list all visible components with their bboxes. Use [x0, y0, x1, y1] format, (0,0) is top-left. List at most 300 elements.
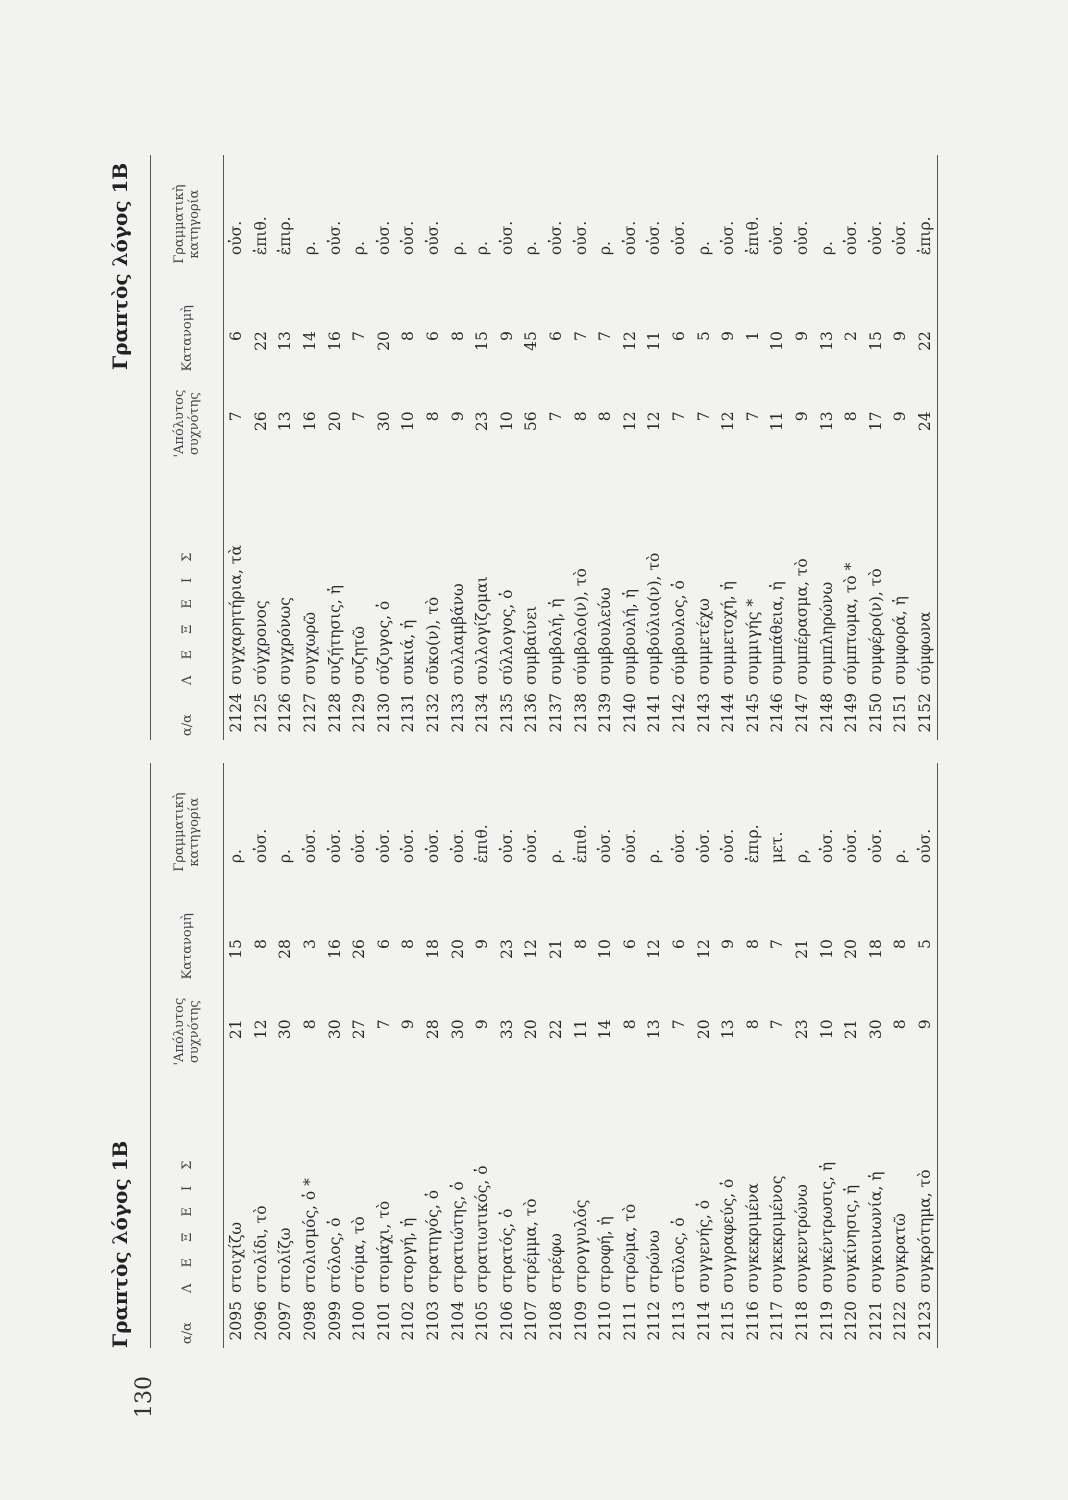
cell-frequency: 8	[743, 1019, 762, 1030]
column-header-frequency	[151, 383, 224, 463]
cell-aa: 2126	[276, 693, 295, 733]
cell-distribution: 16	[325, 331, 344, 351]
cell-category: ἐπιρ.	[913, 155, 938, 293]
cell-frequency: 8	[842, 411, 861, 422]
cell-aa: 2151	[891, 693, 910, 733]
table-row	[249, 155, 274, 740]
cell-aa: 2108	[547, 1301, 566, 1341]
table-row	[224, 763, 249, 1348]
cell-word: συλλαμβάνω	[448, 583, 467, 686]
cell-distribution: 12	[645, 939, 664, 959]
cell-frequency: 10	[497, 411, 516, 432]
cell-distribution: 20	[842, 939, 861, 959]
cell-frequency: 30	[374, 411, 393, 432]
cell-frequency: 9	[891, 411, 910, 422]
cell-distribution: 13	[817, 331, 836, 351]
table-row	[224, 155, 249, 740]
cell-aa: 2114	[694, 1301, 713, 1341]
cell-word: συγχαρητήρια, τὰ	[227, 545, 246, 686]
cell-word: συμφέρο(ν), τὸ	[866, 568, 885, 686]
cell-distribution: 9	[719, 331, 738, 341]
cell-distribution: 45	[522, 331, 541, 351]
cell-frequency: 7	[669, 1019, 688, 1030]
cell-word: στοργή, ἡ	[399, 1217, 418, 1294]
column-header-category-line1: Γραμματικὴ	[172, 792, 187, 872]
cell-distribution: 16	[325, 939, 344, 959]
cell-aa: 2099	[325, 1301, 344, 1341]
cell-category: οὐσ.	[399, 220, 418, 256]
cell-distribution: 21	[792, 939, 811, 959]
cell-distribution: 3	[301, 939, 320, 949]
column-header-category-line2: κατηγορία	[187, 189, 202, 259]
cell-word: στρατός, ὁ	[497, 1208, 516, 1294]
cell-category: οὐσ.	[645, 220, 664, 256]
column-header-aa: α/α	[151, 1297, 224, 1348]
cell-aa: 2120	[842, 1301, 861, 1341]
cell-distribution: 6	[424, 331, 443, 341]
table-row	[618, 155, 643, 740]
cell-aa: 2136	[522, 693, 541, 733]
column-header-frequency-line1: 'Απόλυτος	[172, 389, 187, 458]
table-row	[839, 763, 864, 1348]
cell-frequency: 21	[842, 1019, 861, 1040]
cell-aa: 2152	[913, 689, 938, 740]
cell-word: συμπάθεια, ἡ	[768, 581, 787, 686]
table-row	[249, 763, 274, 1348]
cell-distribution: 6	[227, 331, 246, 341]
cell-category: οὐσ.	[817, 828, 836, 864]
cell-distribution: 13	[276, 331, 295, 351]
cell-distribution: 9	[473, 939, 492, 949]
cell-word: σύλλογος, ὁ	[497, 589, 516, 686]
cell-distribution: 12	[522, 939, 541, 959]
cell-category: μετ.	[768, 831, 787, 864]
cell-distribution: 9	[719, 939, 738, 949]
cell-distribution: 6	[374, 939, 393, 949]
cell-distribution: 9	[497, 331, 516, 341]
cell-frequency: 8	[891, 1019, 910, 1030]
cell-word: συγκεκριμένος	[768, 1175, 787, 1294]
cell-category: ἐπιρ.	[743, 824, 762, 864]
cell-category: οὐσ.	[350, 828, 369, 864]
cell-frequency: 12	[251, 1019, 270, 1040]
cell-distribution: 8	[399, 331, 418, 341]
cell-aa: 2128	[325, 693, 344, 733]
word-table-left	[150, 763, 938, 1348]
cell-frequency: 7	[669, 411, 688, 422]
cell-word: στῦλος, ὁ	[669, 1217, 688, 1294]
cell-category: οὐσ.	[620, 220, 639, 256]
table-row	[298, 155, 323, 740]
table-row	[519, 155, 544, 740]
cell-distribution: 15	[866, 331, 885, 351]
cell-aa: 2147	[792, 693, 811, 733]
cell-distribution: 21	[547, 939, 566, 959]
cell-word: στόμα, τὸ	[350, 1216, 369, 1294]
cell-distribution: 7	[571, 331, 590, 341]
cell-category: ρ,	[792, 849, 811, 864]
cell-distribution: 18	[424, 939, 443, 959]
cell-word: στροφή, ἡ	[596, 1216, 615, 1294]
cell-aa: 2129	[350, 693, 369, 733]
cell-distribution: 7	[596, 331, 615, 341]
cell-frequency: 30	[276, 1019, 295, 1040]
table-row	[421, 155, 446, 740]
cell-distribution: 22	[251, 331, 270, 351]
cell-frequency: 14	[596, 1019, 615, 1040]
table-row	[913, 155, 938, 740]
cell-frequency: 8	[301, 1019, 320, 1030]
cell-distribution: 10	[817, 939, 836, 959]
cell-category: οὐσ.	[251, 828, 270, 864]
cell-distribution: 9	[891, 331, 910, 341]
cell-category: οὐσ.	[325, 220, 344, 256]
cell-category: ἐπιθ.	[251, 216, 270, 256]
cell-frequency: 7	[768, 1019, 787, 1030]
table-row	[544, 763, 569, 1348]
table-header-row	[151, 763, 224, 1348]
cell-category: οὐσ.	[842, 220, 861, 256]
cell-frequency: 10	[399, 411, 418, 432]
cell-frequency: 8	[424, 411, 443, 422]
table-row	[495, 155, 520, 740]
column-header-category	[151, 763, 224, 901]
cell-aa: 2143	[694, 693, 713, 733]
column-header-distribution: Κατανομὴ	[151, 293, 224, 383]
cell-category: οὐσ.	[571, 220, 590, 256]
cell-frequency: 17	[866, 411, 885, 432]
column-header-aa: α/α	[151, 689, 224, 740]
cell-frequency: 20	[325, 411, 344, 432]
cell-aa: 2150	[866, 693, 885, 733]
table-row	[347, 763, 372, 1348]
cell-frequency: 30	[448, 1019, 467, 1040]
cell-frequency: 22	[547, 1019, 566, 1040]
cell-frequency: 11	[768, 411, 787, 432]
cell-frequency: 13	[719, 1019, 738, 1040]
column-header-frequency	[151, 991, 224, 1071]
cell-frequency: 30	[866, 1019, 885, 1040]
cell-distribution: 26	[350, 939, 369, 959]
table-row	[593, 763, 618, 1348]
cell-word: συμπέρασμα, τὸ	[792, 558, 811, 686]
table-row	[888, 763, 913, 1348]
cell-word: συγγενής, ὁ	[694, 1199, 713, 1294]
word-table-right	[150, 155, 938, 740]
cell-aa: 2130	[374, 693, 393, 733]
cell-word: συκιά, ἡ	[399, 619, 418, 686]
cell-distribution: 15	[473, 331, 492, 351]
cell-frequency: 8	[596, 411, 615, 422]
table-row	[421, 763, 446, 1348]
cell-frequency: 13	[276, 411, 295, 432]
cell-aa: 2104	[448, 1301, 467, 1341]
table-row	[544, 155, 569, 740]
cell-word: συμπληρώνω	[817, 581, 836, 686]
cell-category: οὐσ.	[448, 828, 467, 864]
cell-aa: 2139	[596, 693, 615, 733]
table-row	[372, 155, 397, 740]
cell-word: σύμπτωμα, τὸ *	[842, 562, 861, 686]
cell-distribution: 6	[547, 331, 566, 341]
cell-category: ρ.	[276, 849, 295, 864]
cell-distribution: 8	[743, 939, 762, 949]
table-row	[322, 155, 347, 740]
cell-category: ρ.	[891, 849, 910, 864]
cell-word: σύμβολο(ν), τὸ	[571, 568, 590, 686]
cell-frequency: 20	[522, 1019, 541, 1040]
cell-aa: 2144	[719, 693, 738, 733]
cell-word: συζητῶ	[350, 626, 369, 686]
cell-aa: 2134	[473, 693, 492, 733]
cell-frequency: 7	[547, 411, 566, 422]
cell-frequency: 26	[251, 411, 270, 432]
cell-word: συγκοινωνία, ἡ	[866, 1171, 885, 1294]
cell-word: σῦκο(ν), τὸ	[424, 596, 443, 686]
table-row	[396, 155, 421, 740]
cell-aa: 2107	[522, 1301, 541, 1341]
cell-aa: 2123	[913, 1297, 938, 1348]
table-row	[470, 763, 495, 1348]
cell-category: οὐσ.	[497, 220, 516, 256]
cell-category: οὐσ.	[424, 220, 443, 256]
table-row	[839, 155, 864, 740]
cell-frequency: 7	[350, 411, 369, 422]
cell-distribution: 8	[891, 939, 910, 949]
cell-category: οὐσ.	[497, 828, 516, 864]
cell-word: στρατιωτικός, ὁ	[473, 1165, 492, 1294]
table-row	[814, 155, 839, 740]
cell-word: συγκεκριμένα	[743, 1183, 762, 1294]
cell-category: ρ.	[473, 241, 492, 256]
table-row	[765, 155, 790, 740]
cell-frequency: 8	[620, 1019, 639, 1030]
cell-aa: 2106	[497, 1301, 516, 1341]
table-row	[667, 763, 692, 1348]
table-row	[716, 763, 741, 1348]
cell-word: συμμετοχή, ἡ	[719, 581, 738, 686]
cell-frequency: 13	[817, 411, 836, 432]
cell-category: οὐσ.	[719, 828, 738, 864]
cell-distribution: 12	[620, 331, 639, 351]
table-row	[273, 155, 298, 740]
cell-frequency: 20	[694, 1019, 713, 1040]
cell-aa: 2113	[669, 1301, 688, 1341]
section-title-left: Γραπτὸς λόγος 1Β	[108, 1140, 132, 1348]
cell-aa: 2100	[350, 1301, 369, 1341]
cell-category: ρ.	[227, 849, 246, 864]
cell-distribution: 6	[669, 331, 688, 341]
table-header-row	[151, 155, 224, 740]
table-row	[716, 155, 741, 740]
cell-aa: 2148	[817, 693, 836, 733]
cell-distribution: 8	[571, 939, 590, 949]
cell-frequency: 12	[645, 411, 664, 432]
cell-frequency: 9	[473, 1019, 492, 1030]
cell-frequency: 12	[620, 411, 639, 432]
cell-word: συλλογίζομαι	[473, 576, 492, 686]
cell-aa: 2095	[227, 1301, 246, 1341]
cell-category: ἐπιθ.	[571, 824, 590, 864]
table-body-right	[224, 155, 938, 740]
cell-aa: 2112	[645, 1301, 664, 1341]
cell-category: οὐσ.	[522, 828, 541, 864]
cell-aa: 2135	[497, 693, 516, 733]
cell-distribution: 20	[448, 939, 467, 959]
cell-frequency: 10	[817, 1019, 836, 1040]
cell-word: συγκεντρώνω	[792, 1184, 811, 1294]
column-header-word: Λ Ε Ξ Ε Ι Σ	[151, 464, 224, 689]
cell-category: ἐπιθ.	[473, 824, 492, 864]
table-row	[618, 763, 643, 1348]
cell-category: ρ.	[694, 241, 713, 256]
cell-category: ρ.	[596, 241, 615, 256]
cell-category: οὐσ.	[227, 220, 246, 256]
cell-aa: 2124	[227, 693, 246, 733]
cell-word: σύμφωνα	[913, 464, 938, 689]
cell-distribution: 7	[350, 331, 369, 341]
cell-category: οὐσ.	[325, 828, 344, 864]
cell-aa: 2140	[620, 693, 639, 733]
cell-aa: 2141	[645, 693, 664, 733]
cell-distribution: 11	[645, 331, 664, 351]
cell-distribution: 5	[694, 331, 713, 341]
cell-frequency: 21	[227, 1019, 246, 1040]
cell-aa: 2110	[596, 1301, 615, 1341]
cell-word: συζήτησις, ἡ	[325, 585, 344, 686]
cell-aa: 2137	[547, 693, 566, 733]
cell-distribution: 10	[768, 331, 787, 351]
cell-category: οὐσ.	[596, 828, 615, 864]
cell-distribution: 8	[251, 939, 270, 949]
table-row	[593, 155, 618, 740]
cell-word: στρέφω	[547, 1233, 566, 1294]
cell-category: οὐσ.	[374, 220, 393, 256]
cell-category: οὐσ.	[424, 828, 443, 864]
cell-category: ρ.	[522, 241, 541, 256]
cell-category: οὐσ.	[301, 828, 320, 864]
cell-frequency: 8	[571, 411, 590, 422]
table-row	[642, 763, 667, 1348]
cell-word: συμβαίνει	[522, 605, 541, 686]
column-header-category	[151, 155, 224, 293]
table-row	[814, 763, 839, 1348]
table-row	[667, 155, 692, 740]
table-row	[913, 763, 938, 1348]
table-row	[790, 155, 815, 740]
cell-category: οὐσ.	[399, 828, 418, 864]
cell-word: στρατιώτης, ὁ	[448, 1181, 467, 1294]
cell-word: στομάχι, τὸ	[374, 1200, 393, 1294]
cell-aa: 2097	[276, 1301, 295, 1341]
cell-distribution: 9	[792, 331, 811, 341]
cell-word: συγχρόνως	[276, 597, 295, 686]
cell-aa: 2119	[817, 1301, 836, 1341]
cell-frequency: 7	[227, 411, 246, 422]
cell-distribution: 20	[374, 331, 393, 351]
cell-category: ρ.	[547, 849, 566, 864]
cell-distribution: 6	[620, 939, 639, 949]
cell-word: συμφορά, ἡ	[891, 596, 910, 686]
cell-word: σύγχρονος	[251, 600, 270, 686]
cell-distribution: 1	[743, 331, 762, 341]
cell-distribution: 7	[768, 939, 787, 949]
cell-aa: 2117	[768, 1301, 787, 1341]
cell-word: συγκίνησις, ἡ	[842, 1184, 861, 1294]
cell-category: οὐσ.	[768, 220, 787, 256]
cell-category: ρ.	[817, 241, 836, 256]
cell-word: συμβούλιο(ν), τὸ	[645, 552, 664, 686]
cell-distribution: 2	[842, 331, 861, 341]
cell-frequency: 12	[719, 411, 738, 432]
cell-word: συγκρότημα, τὸ	[913, 1072, 938, 1297]
cell-aa: 2098	[301, 1301, 320, 1341]
cell-category: οὐσ.	[547, 220, 566, 256]
cell-category: οὐσ.	[866, 828, 885, 864]
cell-frequency: 9	[448, 411, 467, 422]
cell-word: συμμετέχω	[694, 598, 713, 686]
table-row	[322, 763, 347, 1348]
table-row	[691, 155, 716, 740]
cell-word: συγχωρῶ	[301, 611, 320, 686]
table-row	[347, 155, 372, 740]
cell-aa: 2131	[399, 693, 418, 733]
cell-frequency: 9	[399, 1019, 418, 1030]
cell-category: ἐπιθ.	[743, 216, 762, 256]
section-title-right: Γραπτὸς λόγος 1Β	[108, 162, 132, 370]
cell-category: οὐσ.	[669, 220, 688, 256]
table-row	[888, 155, 913, 740]
cell-word: σύζυγος, ὁ	[374, 600, 393, 686]
table-row	[790, 763, 815, 1348]
cell-aa: 2111	[620, 1301, 639, 1341]
column-header-word: Λ Ε Ξ Ε Ι Σ	[151, 1072, 224, 1297]
table-row	[445, 155, 470, 740]
cell-category: ρ.	[645, 849, 664, 864]
cell-aa: 2105	[473, 1301, 492, 1341]
cell-distribution: 22	[913, 293, 938, 383]
cell-category: ρ.	[301, 241, 320, 256]
column-header-frequency-line2: συχνότης	[187, 1000, 202, 1063]
cell-category: οὐσ.	[913, 763, 938, 901]
cell-frequency: 24	[913, 383, 938, 463]
cell-frequency: 9	[792, 411, 811, 422]
cell-word: συμβουλεύω	[596, 587, 615, 686]
cell-aa: 2103	[424, 1301, 443, 1341]
cell-frequency: 56	[522, 411, 541, 432]
cell-word: στρέμμα, τὸ	[522, 1198, 541, 1294]
cell-aa: 2127	[301, 693, 320, 733]
cell-frequency: 13	[645, 1019, 664, 1040]
cell-aa: 2101	[374, 1301, 393, 1341]
cell-frequency: 7	[743, 411, 762, 422]
table-row	[470, 155, 495, 740]
cell-category: ἐπιρ.	[276, 216, 295, 256]
cell-frequency: 28	[424, 1019, 443, 1040]
cell-category: οὐσ.	[891, 220, 910, 256]
cell-distribution: 8	[448, 331, 467, 341]
cell-frequency: 23	[473, 411, 492, 432]
cell-aa: 2118	[792, 1301, 811, 1341]
cell-distribution: 15	[227, 939, 246, 959]
table-body-left	[224, 763, 938, 1348]
cell-frequency: 27	[350, 1019, 369, 1040]
cell-frequency: 33	[497, 1019, 516, 1040]
cell-aa: 2102	[399, 1301, 418, 1341]
cell-aa: 2142	[669, 693, 688, 733]
table-row	[445, 763, 470, 1348]
cell-aa: 2122	[891, 1301, 910, 1341]
